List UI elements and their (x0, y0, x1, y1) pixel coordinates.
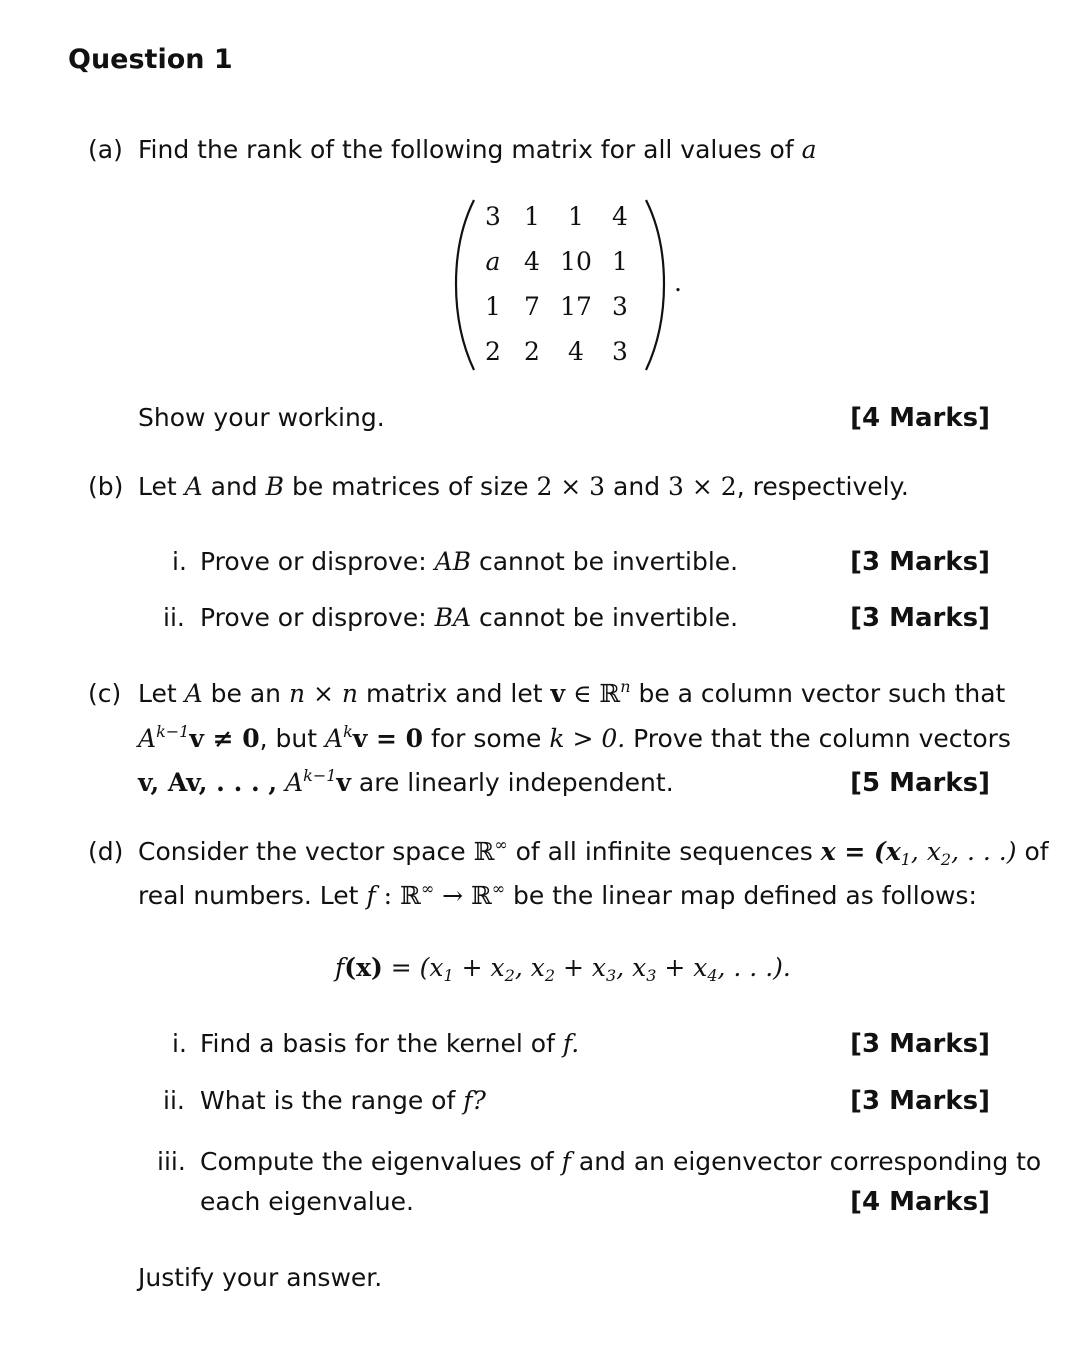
part-d-item-text: and an eigenvector corresponding to (578, 1147, 1042, 1176)
part-b-item-ii-marks: [3 Marks] (850, 603, 990, 633)
part-d-text: real numbers. Let (138, 881, 359, 910)
part-c-space: ∈ ℝ (572, 679, 621, 708)
matrix-cell: 2 (485, 337, 501, 366)
part-a-show-working: Show your working. (138, 403, 385, 432)
part-c-marks: [5 Marks] (850, 768, 990, 798)
part-b-item-text: Prove or disprove: (200, 547, 427, 576)
part-b-var-b: B (265, 472, 285, 501)
part-c-expr: v, Av, . . . , (138, 768, 278, 797)
part-d-seq-part: , x (910, 837, 941, 866)
part-b-text: and (210, 472, 258, 501)
part-b-item-i (200, 546, 738, 578)
part-c-expr: v ≠ 0 (189, 724, 260, 753)
matrix-period: . (674, 268, 682, 297)
part-b-text: Let (138, 472, 177, 501)
part-c-line-2 (138, 723, 1011, 755)
matrix-cell: a (485, 247, 501, 276)
part-d-item-iii-num: iii. (157, 1147, 186, 1176)
part-b-item-expr: AB (434, 547, 472, 576)
part-d-exponent: ∞ (420, 879, 435, 898)
part-c-label: (c) (88, 679, 122, 708)
formula-subscript: 4 (707, 966, 718, 985)
matrix-cell: 1 (524, 202, 540, 231)
part-d-label: (d) (88, 837, 124, 866)
part-d-text: of (1024, 837, 1049, 866)
formula-subscript: 2 (504, 966, 515, 985)
part-d-line-2 (138, 880, 977, 912)
part-c-exponent: k (343, 722, 353, 741)
matrix-cell: 1 (612, 247, 628, 276)
part-c-line-3 (138, 767, 674, 799)
formula-part: , x (616, 953, 647, 982)
formula-subscript: 3 (646, 966, 657, 985)
part-c-text: for some (431, 724, 542, 753)
matrix-cell: 3 (485, 202, 501, 231)
part-c-var: A (138, 724, 157, 753)
part-c-expr: k > 0. (549, 724, 626, 753)
part-b-item-text: cannot be invertible. (478, 603, 739, 632)
part-d-space: : ℝ (383, 881, 421, 910)
formula-part: + x (453, 953, 505, 982)
part-d-exponent: ∞ (494, 835, 508, 854)
part-d-item-text: Find a basis for the kernel of (200, 1029, 555, 1058)
part-a-variable: a (801, 135, 817, 164)
part-b-intro (138, 471, 909, 503)
part-b-item-text: cannot be invertible. (478, 547, 739, 576)
matrix-cell: 3 (612, 292, 628, 321)
formula-part: f (335, 953, 345, 982)
formula-subscript: 1 (443, 966, 454, 985)
part-d-text: of all infinite sequences (515, 837, 813, 866)
formula-part: , x (514, 953, 545, 982)
part-b-label: (b) (88, 472, 124, 501)
part-d-item-text: What is the range of (200, 1086, 456, 1115)
part-a-label: (a) (88, 135, 123, 164)
part-d-item-i (200, 1028, 579, 1060)
part-b-var-a: A (184, 472, 203, 501)
part-c-var: A (285, 768, 304, 797)
part-d-justify: Justify your answer. (138, 1263, 383, 1292)
question-title: Question 1 (68, 44, 233, 75)
formula-part: (x) (344, 953, 383, 982)
part-d-item-iii-marks: [4 Marks] (850, 1187, 990, 1217)
matrix-cell: 3 (612, 337, 628, 366)
part-a-prompt-text: Find the rank of the following matrix for all values of (138, 135, 794, 164)
matrix-cell: 7 (524, 292, 540, 321)
part-b-item-ii (200, 602, 738, 634)
part-d-item-text: Compute the eigenvalues of (200, 1147, 554, 1176)
part-d-item-i-num: i. (172, 1029, 187, 1058)
formula-subscript: 3 (606, 966, 617, 985)
matrix-cell: 17 (560, 292, 592, 321)
part-d-item-expr: f? (463, 1086, 486, 1115)
formula-part: = (x (390, 953, 444, 982)
part-b-item-i-num: i. (172, 547, 187, 576)
part-b-size-2: 3 × 2 (668, 472, 737, 501)
part-d-sequence (820, 837, 1017, 869)
part-d-subscript: 1 (900, 850, 911, 869)
part-d-text: Consider the vector space (138, 837, 466, 866)
part-c-text: be a column vector such that (638, 679, 1006, 708)
part-c-line-1 (138, 678, 1005, 710)
part-d-text: be the linear map defined as follows: (513, 881, 977, 910)
part-d-item-expr: f (561, 1147, 571, 1176)
part-c-vector: v (336, 768, 351, 797)
part-d-seq-part: , . . .) (951, 837, 1017, 866)
formula-subscript: 2 (544, 966, 556, 985)
part-a-marks: [4 Marks] (850, 403, 990, 433)
part-c-text: Let (138, 679, 177, 708)
part-c-text: Prove that the column vectors (633, 724, 1011, 753)
part-c-text: be an (210, 679, 282, 708)
part-d-item-ii-num: ii. (163, 1086, 185, 1115)
part-d-space: ℝ (473, 837, 495, 866)
rank-matrix (452, 196, 668, 376)
part-d-item-expr: f. (562, 1029, 580, 1058)
part-d-exponent: ∞ (491, 879, 506, 898)
formula-part: + x (656, 953, 708, 982)
matrix-cell: 1 (485, 292, 501, 321)
part-c-exponent: n (620, 677, 631, 696)
matrix-cell: 2 (524, 337, 540, 366)
part-d-line-1 (138, 836, 1049, 868)
part-d-seq-head: x = (x (820, 837, 901, 866)
formula-part: + x (555, 953, 606, 982)
part-d-formula (335, 952, 791, 984)
matrix-cell: 10 (560, 247, 592, 276)
part-b-item-i-marks: [3 Marks] (850, 547, 990, 577)
part-c-var: A (325, 724, 344, 753)
part-b-size-1: 2 × 3 (536, 472, 606, 501)
part-d-subscript: 2 (940, 850, 952, 869)
part-c-vector: v (550, 679, 566, 708)
part-b-text: and (613, 472, 661, 501)
part-c-size: n × n (288, 679, 359, 708)
part-d-item-ii-marks: [3 Marks] (850, 1086, 990, 1116)
part-c-exponent: k−1 (303, 766, 337, 785)
part-b-item-ii-num: ii. (163, 603, 185, 632)
part-c-text: , but (259, 724, 318, 753)
part-c-text: are linearly independent. (358, 768, 674, 797)
matrix-cell: 4 (524, 247, 540, 276)
part-b-text: be matrices of size (291, 472, 529, 501)
part-c-var: A (184, 679, 203, 708)
formula-part: , . . .). (717, 953, 791, 982)
part-d-item-ii (200, 1085, 486, 1117)
part-d-func: f (366, 881, 376, 910)
part-c-exponent: k−1 (156, 722, 190, 741)
part-b-item-text: Prove or disprove: (200, 603, 427, 632)
part-d-item-i-marks: [3 Marks] (850, 1029, 990, 1059)
part-a-prompt (138, 134, 817, 166)
part-c-text: matrix and let (365, 679, 543, 708)
part-d-item-iii (200, 1146, 1041, 1178)
part-c-expr: v = 0 (352, 724, 424, 753)
part-b-item-expr: BA (434, 603, 472, 632)
matrix-cell: 1 (568, 202, 584, 231)
matrix-cell: 4 (612, 202, 628, 231)
matrix-cell: 4 (568, 337, 584, 366)
part-b-text: , respectively. (736, 472, 909, 501)
part-d-item-iii-line-2: each eigenvalue. (200, 1187, 414, 1216)
part-d-space: → ℝ (442, 881, 492, 910)
